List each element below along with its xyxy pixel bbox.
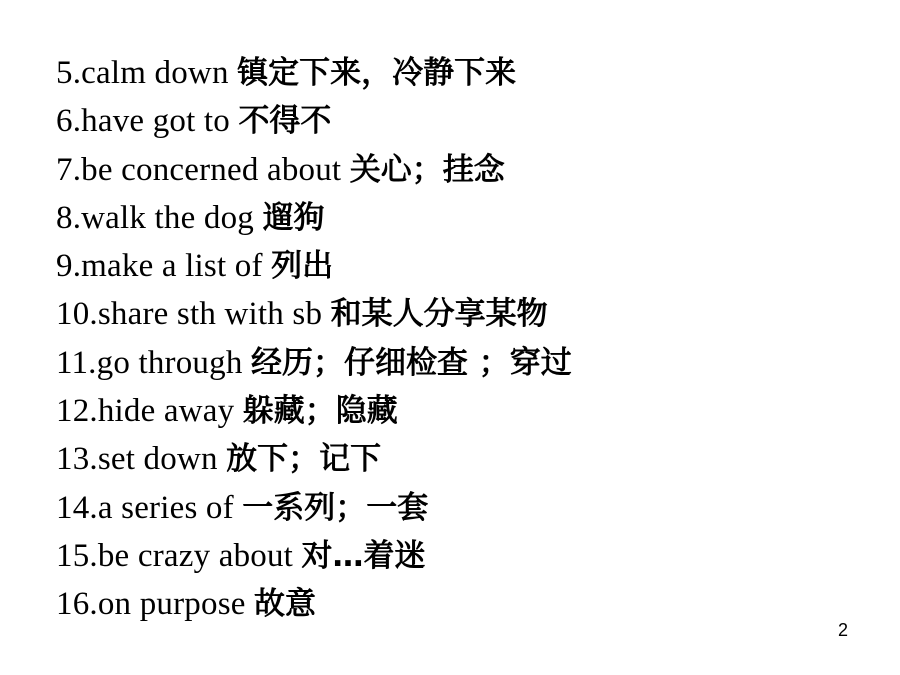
english-phrase: 10.share sth with sb: [56, 296, 331, 333]
chinese-meaning: 遛狗: [262, 199, 325, 236]
phrase-row: [56, 49, 572, 97]
chinese-meaning: 放下；记下: [226, 441, 382, 478]
english-phrase: 6.have got to: [56, 103, 239, 140]
phrase-row: [56, 146, 572, 194]
english-phrase: 9.make a list of: [56, 248, 272, 285]
phrase-list: [56, 49, 572, 629]
english-phrase: 7.be concerned about: [56, 151, 350, 188]
chinese-meaning: 镇定下来，冷静下来: [237, 55, 517, 91]
chinese-meaning: 对…着迷: [301, 537, 426, 574]
english-phrase: 15.be crazy about: [56, 537, 302, 574]
phrase-row: [56, 242, 572, 290]
phrase-row: [56, 339, 572, 387]
chinese-meaning: 和某人分享某物: [330, 296, 548, 333]
phrase-row: [56, 580, 572, 628]
phrase-row: [56, 435, 572, 483]
chinese-meaning: 经历；仔细检查 ；穿过: [250, 344, 572, 381]
english-phrase: 11.go through: [56, 344, 251, 381]
english-phrase: 8.walk the dog: [56, 199, 263, 236]
phrase-row: [56, 97, 572, 145]
english-phrase: 5.calm down: [56, 55, 238, 91]
english-phrase: 14.a series of: [56, 489, 243, 526]
chinese-meaning: 故意: [254, 586, 317, 623]
english-phrase: 16.on purpose: [56, 586, 255, 623]
chinese-meaning: 一系列；一套: [242, 489, 429, 526]
phrase-row: [56, 387, 572, 435]
phrase-row: [56, 532, 572, 580]
phrase-row: [56, 484, 572, 532]
page-number: 2: [837, 620, 848, 640]
chinese-meaning: 关心；挂念: [349, 151, 505, 188]
chinese-meaning: 不得不: [238, 103, 332, 140]
chinese-meaning: 躲藏；隐藏: [242, 393, 398, 430]
chinese-meaning: 列出: [271, 248, 334, 285]
phrase-row: [56, 194, 572, 242]
english-phrase: 13.set down: [56, 441, 227, 478]
english-phrase: 12.hide away: [56, 393, 243, 430]
phrase-row: [56, 290, 572, 338]
